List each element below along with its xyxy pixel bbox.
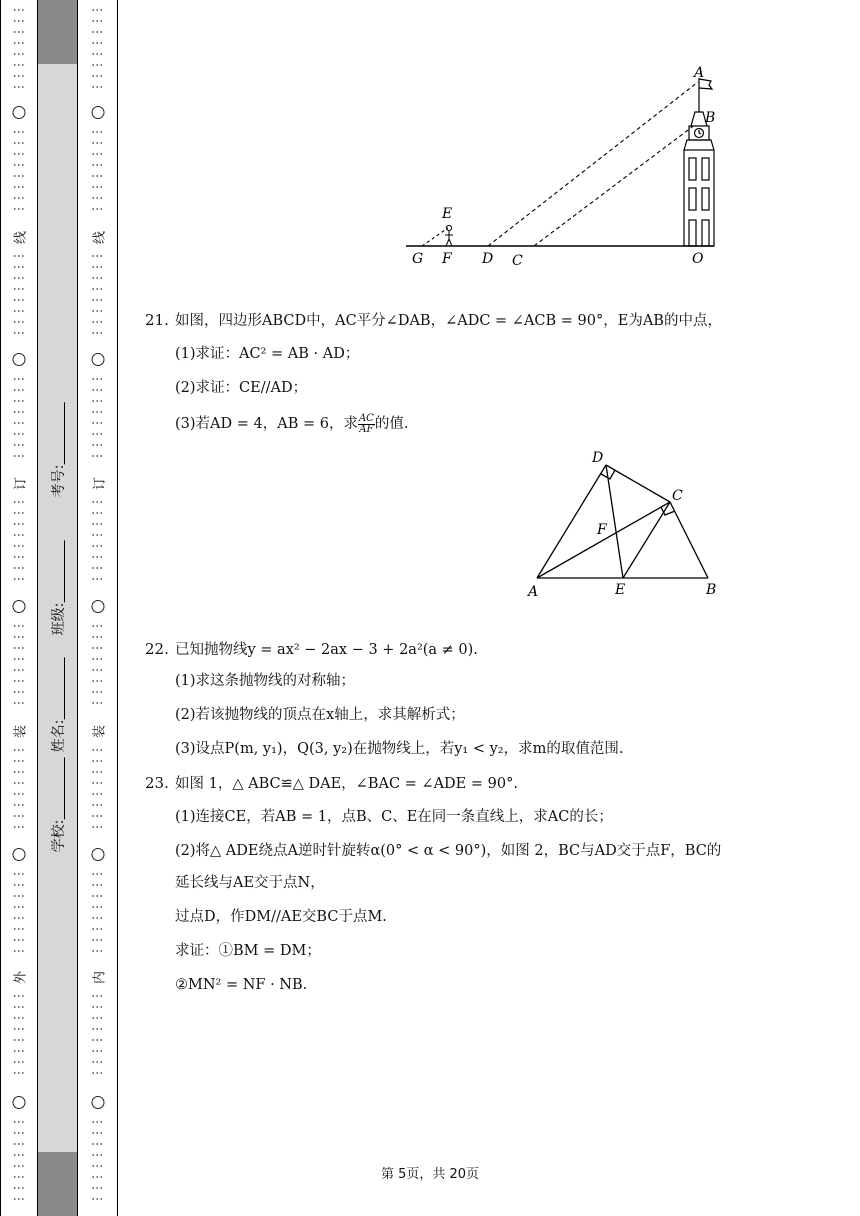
q23-part-2-line-4: 求证：①BM = DM； <box>175 943 321 959</box>
segment-ce <box>623 502 670 578</box>
student-info-band <box>38 0 78 1216</box>
q23-part-2-line-2: 延长线与AE交于点N， <box>175 875 325 891</box>
q22-part-2: (2)若该抛物线的顶点在x轴上，求其解析式； <box>175 707 465 723</box>
label-b: B <box>705 110 716 126</box>
circle-mark <box>91 1096 104 1109</box>
dots: ⋮⋮⋮⋮⋮⋮⋮⋮ <box>12 126 26 214</box>
label-b: B <box>706 582 717 598</box>
clock-tower-icon <box>684 78 714 246</box>
dots: ⋮⋮⋮⋮⋮⋮⋮⋮ <box>90 250 105 338</box>
dots: ⋮⋮⋮⋮⋮⋮⋮⋮ <box>12 744 26 832</box>
q21-part-1: (1)求证：AC² = AB · AD； <box>175 346 360 362</box>
question-23 <box>145 772 518 795</box>
circle-mark <box>91 106 104 119</box>
dots: ⋮⋮⋮⋮⋮⋮⋮⋮ <box>12 4 26 92</box>
label-c: C <box>512 253 523 269</box>
q23-part-1: (1)连接CE，若AB = 1，点B、C、E在同一条直线上，求AC的长； <box>175 809 613 825</box>
person-icon <box>445 225 453 246</box>
part-3-suffix: 的值. <box>374 416 409 432</box>
outer-label-order: 订 <box>10 475 29 492</box>
label-c: C <box>672 488 683 504</box>
circle-mark <box>91 848 104 861</box>
q21-part-2: (2)求证：CE//AD； <box>175 380 308 396</box>
inner-binding-column <box>78 0 118 1216</box>
circle-mark <box>91 600 104 613</box>
label-d: D <box>592 450 604 466</box>
outer-label-outside: 外 <box>10 969 29 986</box>
fraction-denominator: AF <box>359 423 374 435</box>
dots: ⋮⋮⋮⋮⋮⋮⋮⋮ <box>90 1116 105 1204</box>
dots: ⋮⋮⋮⋮⋮⋮⋮⋮ <box>12 1116 26 1204</box>
label-e: E <box>615 582 626 598</box>
outer-label-bind: 装 <box>10 723 29 740</box>
circle-mark <box>13 353 26 366</box>
q23-part-2-line-5: ②MN² = NF · NB. <box>175 977 308 993</box>
segment-dc <box>606 465 670 502</box>
ray-e-g <box>422 228 448 246</box>
dots: ⋮⋮⋮⋮⋮⋮⋮⋮ <box>12 868 26 956</box>
name-field: 姓名: <box>48 658 68 753</box>
dots: ⋮⋮⋮⋮⋮⋮⋮⋮ <box>12 496 26 584</box>
label-a: A <box>528 584 539 600</box>
inner-label-order: 订 <box>88 475 107 492</box>
dots: ⋮⋮⋮⋮⋮⋮⋮⋮ <box>12 620 26 708</box>
inner-label-bind: 装 <box>88 723 107 740</box>
dots: ⋮⋮⋮⋮⋮⋮⋮⋮ <box>12 250 26 338</box>
segment-ad <box>537 465 606 578</box>
fraction <box>358 414 375 435</box>
label-d: D <box>482 251 494 267</box>
label-f: F <box>442 251 452 267</box>
q23-part-2-line-1: (2)将△ ADE绕点A逆时针旋转α(0° < α < 90°)，如图 2，BC与AD交于点F，BC的 <box>175 843 722 859</box>
question-number: 22. <box>145 640 169 658</box>
label-g: G <box>412 251 424 267</box>
label-e: E <box>442 206 453 222</box>
circle-mark <box>91 353 104 366</box>
band-bottom-block <box>38 1152 77 1216</box>
outer-label-line: 线 <box>10 229 29 246</box>
outer-binding-column <box>0 0 38 1216</box>
question-stem: 如图 1，△ ABC≌△ DAE，∠BAC = ∠ADE = 90°. <box>175 776 518 792</box>
label-o: O <box>692 251 704 267</box>
dots: ⋮⋮⋮⋮⋮⋮⋮⋮ <box>12 990 26 1078</box>
inner-label-line: 线 <box>88 229 107 246</box>
question-stem: 如图，四边形ABCD中，AC平分∠DAB，∠ADC = ∠ACB = 90°，E为AB的中点， <box>175 313 722 329</box>
q22-part-3: (3)设点P(m, y₁)，Q(3, y₂)在抛物线上，若y₁ < y₂，求m的取值范围. <box>175 741 624 757</box>
fraction-numerator: AC <box>358 412 374 424</box>
dots: ⋮⋮⋮⋮⋮⋮⋮⋮ <box>90 744 105 832</box>
class-field: 班级: <box>48 541 68 636</box>
dots: ⋮⋮⋮⋮⋮⋮⋮⋮ <box>90 4 105 92</box>
q22-part-1: (1)求这条抛物线的对称轴； <box>175 673 356 689</box>
page-footer: 第 5页，共 20页 <box>380 1167 480 1182</box>
segment-ac <box>537 502 670 578</box>
dots: ⋮⋮⋮⋮⋮⋮⋮⋮ <box>90 868 105 956</box>
question-21 <box>145 309 722 332</box>
school-field: 学校: <box>48 758 68 853</box>
q21-part-3 <box>175 413 408 435</box>
circle-mark <box>13 106 26 119</box>
q23-part-2-line-3: 过点D，作DM//AE交BC于点M. <box>175 909 387 925</box>
tower-shadow-figure <box>400 60 730 275</box>
question-number: 23. <box>145 774 169 792</box>
dots: ⋮⋮⋮⋮⋮⋮⋮⋮ <box>90 990 105 1078</box>
quadrilateral-figure <box>520 448 730 603</box>
dots: ⋮⋮⋮⋮⋮⋮⋮⋮ <box>90 126 105 214</box>
circle-mark <box>13 848 26 861</box>
exam-number-field: 考号: <box>48 403 68 498</box>
question-number: 21. <box>145 311 169 329</box>
ray-b-c <box>534 124 696 246</box>
label-f: F <box>597 522 607 538</box>
ray-a-d <box>488 82 698 246</box>
dots: ⋮⋮⋮⋮⋮⋮⋮⋮ <box>12 373 26 461</box>
label-a: A <box>694 65 705 81</box>
segment-de <box>606 465 623 578</box>
inner-label-inside: 内 <box>88 969 107 986</box>
band-top-block <box>38 0 77 64</box>
circle-mark <box>13 600 26 613</box>
segment-cb <box>670 502 708 578</box>
question-22 <box>145 638 478 661</box>
dots: ⋮⋮⋮⋮⋮⋮⋮⋮ <box>90 620 105 708</box>
question-stem: 已知抛物线y = ax² − 2ax − 3 + 2a²(a ≠ 0). <box>175 642 478 658</box>
dots: ⋮⋮⋮⋮⋮⋮⋮⋮ <box>90 496 105 584</box>
part-3-prefix: (3)若AD = 4，AB = 6，求 <box>175 416 358 432</box>
circle-mark <box>13 1096 26 1109</box>
dots: ⋮⋮⋮⋮⋮⋮⋮⋮ <box>90 373 105 461</box>
